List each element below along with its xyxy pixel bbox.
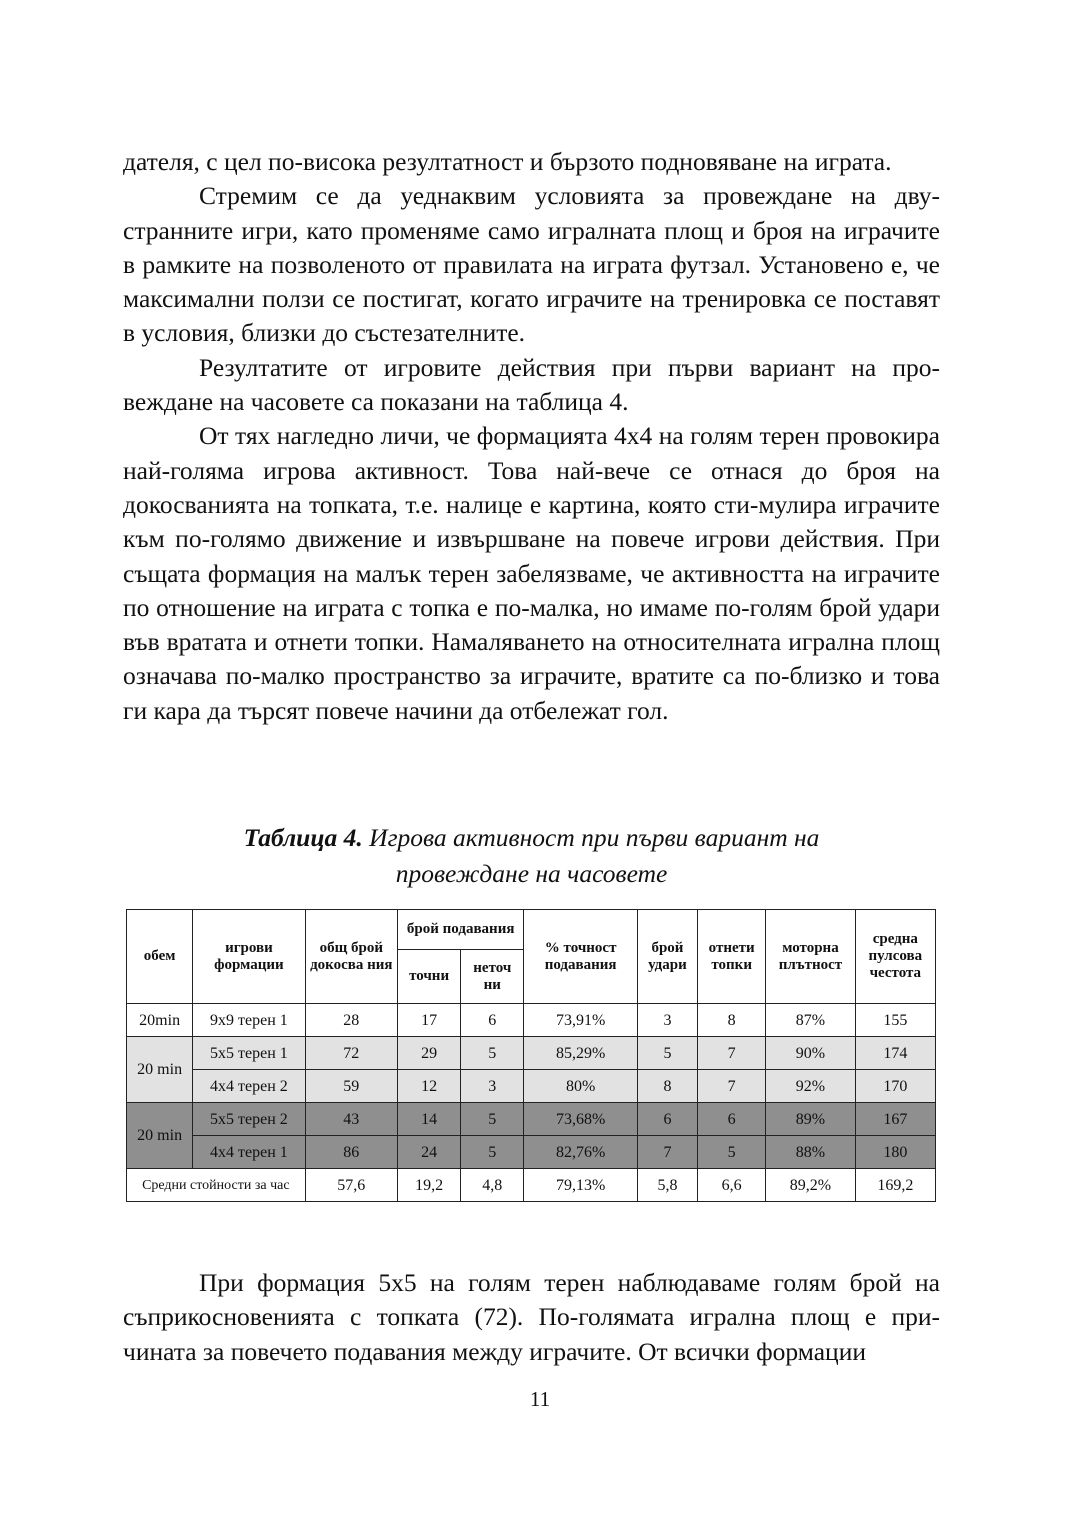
table-row (127, 1004, 936, 1037)
cell-formation: 4х4 терен 1 (193, 1136, 305, 1169)
cell-accuracy: 79,13% (524, 1169, 637, 1202)
header-steals: отнети топки (698, 910, 766, 1004)
cell-density: 87% (766, 1004, 855, 1037)
cell-steals: 7 (698, 1037, 766, 1070)
header-shots: брой удари (637, 910, 697, 1004)
cell-formation: 5х5 терен 2 (193, 1103, 305, 1136)
cell-density: 88% (766, 1136, 855, 1169)
cell-pulse: 180 (855, 1136, 935, 1169)
cell-obem: 20 min (127, 1037, 193, 1103)
cell-shots: 7 (637, 1136, 697, 1169)
cell-formation: 9х9 терен 1 (193, 1004, 305, 1037)
table-row-average (127, 1169, 936, 1202)
cell-touches: 59 (305, 1070, 397, 1103)
cell-accuracy: 80% (524, 1070, 637, 1103)
cell-accuracy: 82,76% (524, 1136, 637, 1169)
cell-touches: 28 (305, 1004, 397, 1037)
cell-inaccurate: 6 (461, 1004, 524, 1037)
table-row (127, 1103, 936, 1136)
caption-label: Таблица 4. (243, 823, 363, 852)
cell-inaccurate: 5 (461, 1103, 524, 1136)
header-accurate: точни (397, 950, 460, 1004)
cell-touches: 72 (305, 1037, 397, 1070)
header-formations: игрови формации (193, 910, 305, 1004)
cell-shots: 3 (637, 1004, 697, 1037)
cell-density: 89% (766, 1103, 855, 1136)
cell-pulse: 167 (855, 1103, 935, 1136)
caption-line-1: Игрова активност при първи вариант на (362, 823, 820, 852)
cell-steals: 8 (698, 1004, 766, 1037)
header-pulse: средна пулсова честота (855, 910, 935, 1004)
table-caption (123, 820, 940, 892)
cell-shots: 6 (637, 1103, 697, 1136)
cell-accurate: 12 (397, 1070, 460, 1103)
header-density: моторна плътност (766, 910, 855, 1004)
activity-table (126, 909, 936, 1202)
page-number: 11 (529, 1387, 551, 1411)
paragraph-2: Стремим се да уеднаквим условията за провеждане на дву-странните игри, като променяме само игралната площ и броя на играчите в рамките на позволеното от правилата на играта футзал. Установено е, че максимални ползи се постигат, когато играчите на тренировка се поставят в условия, близки до състезателните. (123, 181, 940, 348)
cell-inaccurate: 4,8 (461, 1169, 524, 1202)
cell-density: 90% (766, 1037, 855, 1070)
cell-shots: 5,8 (637, 1169, 697, 1202)
header-inaccurate: неточ ни (461, 950, 524, 1004)
cell-average-label: Средни стойности за час (127, 1169, 306, 1202)
cell-steals: 5 (698, 1136, 766, 1169)
body-text-top (123, 145, 940, 728)
table-row (127, 1037, 936, 1070)
cell-accurate: 17 (397, 1004, 460, 1037)
table-row (127, 1136, 936, 1169)
table-row (127, 1070, 936, 1103)
cell-accurate: 19,2 (397, 1169, 460, 1202)
cell-inaccurate: 5 (461, 1037, 524, 1070)
header-obem: обем (127, 910, 193, 1004)
cell-inaccurate: 5 (461, 1136, 524, 1169)
caption-line-2: провеждане на часовете (395, 859, 668, 888)
cell-pulse: 169,2 (855, 1169, 935, 1202)
cell-steals: 7 (698, 1070, 766, 1103)
cell-touches: 43 (305, 1103, 397, 1136)
cell-obem: 20 min (127, 1103, 193, 1169)
cell-pulse: 170 (855, 1070, 935, 1103)
cell-shots: 5 (637, 1037, 697, 1070)
cell-accuracy: 85,29% (524, 1037, 637, 1070)
cell-accurate: 14 (397, 1103, 460, 1136)
cell-pulse: 174 (855, 1037, 935, 1070)
header-accuracy: % точност подавания (524, 910, 637, 1004)
cell-density: 89,2% (766, 1169, 855, 1202)
paragraph-1: дателя, с цел по-висока резултатност и бързото подновяване на играта. (123, 147, 892, 176)
cell-touches: 57,6 (305, 1169, 397, 1202)
cell-inaccurate: 3 (461, 1070, 524, 1103)
paragraph-5: При формация 5х5 на голям терен наблюдаваме голям брой на съприкосновенията с топката (72). По-голямата игрална площ е при-чината за повечето подавания между играчите. От всички формации (123, 1268, 940, 1366)
cell-pulse: 155 (855, 1004, 935, 1037)
cell-touches: 86 (305, 1136, 397, 1169)
cell-shots: 8 (637, 1070, 697, 1103)
header-passes: брой подавания (397, 910, 523, 950)
cell-steals: 6,6 (698, 1169, 766, 1202)
cell-accurate: 29 (397, 1037, 460, 1070)
cell-formation: 5х5 терен 1 (193, 1037, 305, 1070)
cell-obem: 20min (127, 1004, 193, 1037)
paragraph-3: Резултатите от игровите действия при първи вариант на про-веждане на часовете са показани на таблица 4. (123, 352, 940, 417)
cell-accuracy: 73,68% (524, 1103, 637, 1136)
cell-steals: 6 (698, 1103, 766, 1136)
cell-accurate: 24 (397, 1136, 460, 1169)
paragraph-4: От тях нагледно личи, че формацията 4х4 на голям терен провокира най-голяма игрова активност. Това най-вече се отнася до броя на докосванията на топката, т.е. налице е картина, която сти-мулира играчите към по-голямо движение и извършване на повече игрови действия. При същата формация на малък терен забелязваме, че активността на играчите по отношение на играта с топка е по-малка, но имаме по-голям брой удари във вратата и отнети топки. Намаляването на относителната игрална площ означава по-малко пространство за играчите, вратите са по-близко и това ги кара да търсят повече начини да отбележат гол. (123, 421, 940, 725)
cell-formation: 4х4 терен 2 (193, 1070, 305, 1103)
cell-accuracy: 73,91% (524, 1004, 637, 1037)
header-touches: общ брой докосва ния (305, 910, 397, 1004)
cell-density: 92% (766, 1070, 855, 1103)
body-text-bottom (123, 1266, 940, 1369)
